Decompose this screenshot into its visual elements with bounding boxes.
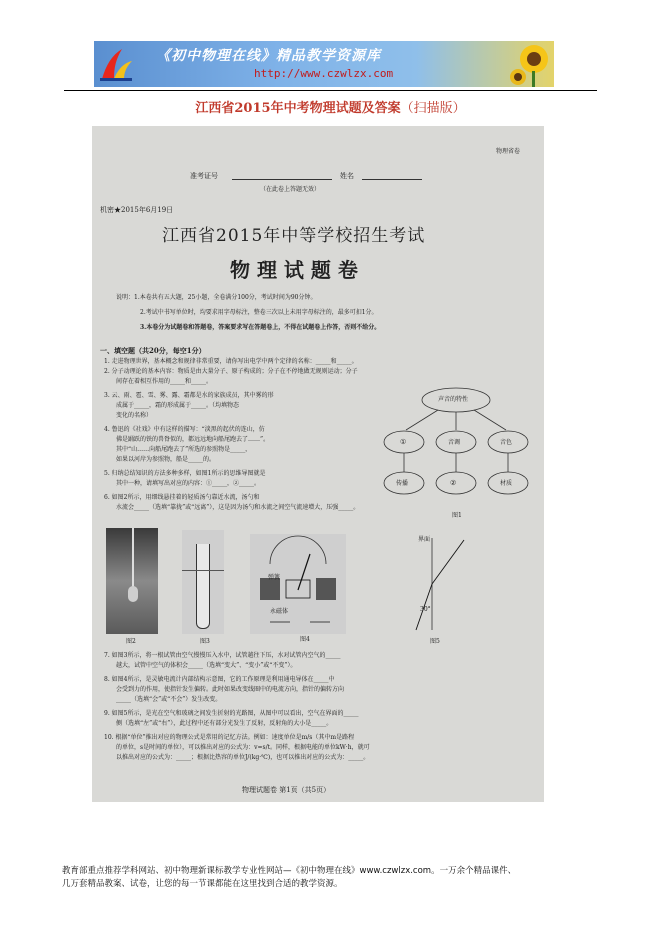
question-4-line4: 如果以河岸为参照物，船是_____的。 [116, 456, 216, 463]
question-8-line2: 会受到力的作用，使指针发生偏转。此时如果改变线圈中的电流方向，指针的偏转方向 [116, 686, 345, 693]
exam-title: 江西省2015年中等学校招生考试 [162, 226, 426, 246]
question-3-line1: 3. 云、雨、雹、雪、雾、露、霜都是水的家族成员，其中雾的形 [104, 392, 274, 399]
figure-2-photo [106, 528, 158, 634]
question-10-line2: 的单位，s是时间的单位），可以推出对应的公式为：v=s/t。同样，根据电能的单位kW·h，就可 [116, 744, 370, 751]
question-2-line2: 间存在着相互作用的_____和_____。 [116, 378, 213, 385]
figure-1-caption: 图1 [452, 512, 462, 519]
figure-3-caption: 图3 [200, 638, 210, 645]
footer-line-2: 几万套精品教案、试卷，让您的每一节课都能在这里找到合适的教学资源。 [62, 879, 343, 889]
document-title [0, 97, 661, 116]
paper-title: 物 理 试 题 卷 [230, 258, 358, 282]
question-9-line1: 9. 如图5所示，是光在空气和玻璃之间发生折射的光路图，从图中可以看出，空气在界面的_____ [104, 710, 359, 717]
question-5-line1: 5. 归纳总结知识的方法多种多样，如图1所示的思维导图就是 [104, 470, 266, 477]
figure-4-spring-label: 弹簧 [268, 574, 281, 581]
secret-date: 机密★2015年6月19日 [100, 206, 174, 214]
question-10-line1: 10. 根据“单位”推出对应的物理公式是常用的记忆方法。例如：速度单位是m/s（其中m是路程 [104, 734, 355, 741]
banner-url[interactable]: http://www.czwlzx.com [254, 67, 394, 80]
document-title-suffix: （扫描版） [400, 101, 466, 116]
question-4-line3: 其中“山……向船尾跑去了”所选的参照物是_____， [116, 446, 252, 453]
question-7-line1: 7. 如图3所示，将一根试管由空气慢慢压入水中，试管越往下压，水对试管内空气的_____ [104, 652, 341, 659]
figure-2-caption: 图2 [126, 638, 136, 645]
banner-title: 《初中物理在线》精品教学资源库 [156, 48, 381, 64]
footer-line-1: 教育部重点推荐学科网站、初中物理新课标教学专业性网站—《初中物理在线》www.czwlzx.com。一万余个精品课件、 [62, 866, 517, 876]
exam-id-label: 准考证号 [190, 172, 218, 180]
exam-id-line [232, 179, 332, 180]
header-rule [64, 90, 597, 91]
figure-1-bottom-node-1: 传播 [396, 480, 409, 487]
no-answer-note: （在此卷上答题无效） [260, 186, 321, 193]
figure-5-caption: 图5 [430, 638, 440, 645]
corner-label: 物理省卷 [496, 148, 521, 155]
figure-1-mid-node-2: 音调 [448, 439, 461, 446]
question-9-line2: 侧（选填“左”或“右”），此过程中还有部分光发生了反射，反射角的大小是_____。 [116, 720, 333, 727]
question-6-line1: 6. 如图2所示，用细线悬挂着的轻质汤勺靠近水流，汤勺和 [104, 494, 260, 501]
name-label: 姓名 [340, 172, 354, 180]
figure-4-magnet-label: 永磁体 [270, 608, 289, 615]
question-1: 1. 走进物理世界，基本概念和规律非常重要，请你写出电学中两个定律的名称：_____和_____。 [104, 358, 358, 365]
scanned-exam-page [92, 126, 544, 802]
document-title-main: 江西省2015年中考物理试题及答案 [195, 101, 401, 116]
question-6-line2: 水流会_____（选填“靠拢”或“远离”），这是因为汤勺和水流之间空气流速增大，压强_____。 [116, 504, 360, 511]
figure-3-drawing [182, 530, 224, 634]
question-8-line3: _____（选填“会”或“不会”）发生改变。 [116, 696, 222, 703]
figure-5-refraction-diagram [392, 534, 472, 634]
question-7-line2: 越大，试管中空气的体积会_____（选填“变大”、“变小”或“不变”）。 [116, 662, 297, 669]
question-8-line1: 8. 如图4所示，是灵敏电流计内部结构示意图，它的工作原理是利用通电导体在_____中 [104, 676, 335, 683]
figure-1-bottom-node-2: ② [450, 479, 457, 487]
sunflower-icon [510, 41, 554, 87]
note-2: 2.考试中书写单位时，均要求用字母标注，整卷三次以上未用字母标注的，最多可扣1分。 [140, 309, 378, 316]
section-1-heading: 一、填空题（共20分，每空1分） [100, 346, 206, 355]
figure-1-top-node: 声音的特性 [438, 396, 469, 403]
figure-5-angle-label: 30° [420, 606, 431, 613]
question-3-line3: 变化的名称） [116, 412, 153, 419]
figure-1-mid-node-3: 音色 [500, 439, 513, 446]
site-banner [94, 41, 554, 87]
question-10-line3: 以推出对应的公式为：_____；根据比热容的单位J/(kg·℃)，也可以推出对应的公式为：_____。 [116, 754, 370, 761]
question-4-line1: 4. 鲁迅的《社戏》中有这样的描写：“淡黑的起伏的连山，仿 [104, 426, 265, 433]
note-1: 说明：1.本卷共有五大题，25小题，全卷满分100分，考试时间为90分钟。 [116, 294, 317, 301]
figure-1-mid-node-1: ① [400, 438, 407, 446]
figure-4-galvanometer [250, 534, 346, 634]
question-4-line2: 佛是踊跃的铁的兽脊似的，都远远地向船尾跑去了……”。 [116, 436, 270, 443]
figure-4-caption: 图4 [300, 636, 310, 643]
note-3: 3.本卷分为试题卷和答题卷，答案要求写在答题卷上，不得在试题卷上作答，否则不给分。 [140, 324, 381, 331]
site-logo-icon [98, 45, 134, 83]
question-2-line1: 2. 分子动理论的基本内容：物质是由大量分子、原子构成的；分子在不停地做无规则运动；分子 [104, 368, 358, 375]
figure-5-interface-label: 界面 [418, 536, 431, 543]
question-5-line2: 其中一种，请填写出对应的内容：①_____，②_____。 [116, 480, 261, 487]
site-footer [62, 865, 602, 891]
figure-1-bottom-node-3: 材质 [500, 480, 513, 487]
scan-page-footer: 物理试题卷 第1页（共5页） [242, 786, 331, 794]
name-line [362, 179, 422, 180]
question-3-line2: 成属于_____，霜的形成属于_____。（均填物态 [116, 402, 240, 409]
